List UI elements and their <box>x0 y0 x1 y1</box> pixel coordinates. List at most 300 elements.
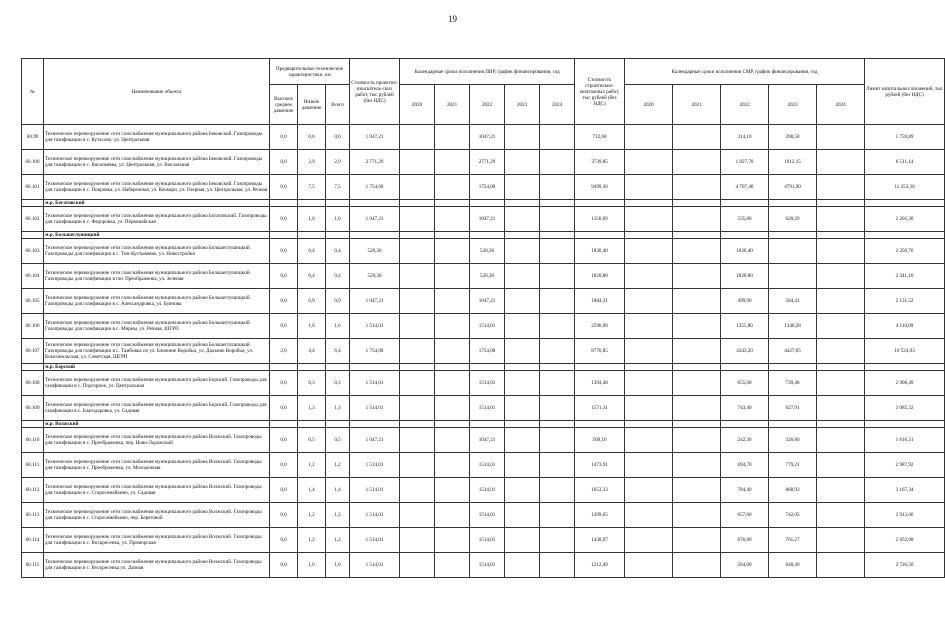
empty-cell <box>575 364 625 371</box>
smr-2021 <box>673 503 721 528</box>
row-number: 60.106 <box>22 314 44 339</box>
pir-2022: 1514,01 <box>470 314 505 339</box>
low-pressure-km: 0,6 <box>298 125 326 150</box>
empty-cell <box>400 232 435 239</box>
smr-2023: 584,41 <box>769 289 817 314</box>
low-pressure-km: 4,4 <box>298 339 326 364</box>
empty-cell <box>865 421 945 428</box>
smr-2020 <box>625 289 673 314</box>
high-pressure-km: 0,0 <box>270 207 298 232</box>
pir-cost: 1 514,01 <box>350 371 400 396</box>
pir-2020 <box>400 207 435 232</box>
capital-limit: 11 253,30 <box>865 175 945 200</box>
empty-cell <box>326 232 350 239</box>
pir-cost: 1 047,21 <box>350 289 400 314</box>
pir-2024 <box>540 371 575 396</box>
empty-cell <box>435 421 470 428</box>
pir-2021 <box>435 207 470 232</box>
smr-2020 <box>625 371 673 396</box>
pir-2024 <box>540 453 575 478</box>
pir-2023 <box>505 150 540 175</box>
pir-2021 <box>435 175 470 200</box>
object-name: Техническое перевооружение сети газоснабжения муниципального района Богатовский. Газопроводы для газификации в с. Федоровка, ул. Первомайская <box>44 207 270 232</box>
district-num-cell <box>22 421 44 428</box>
smr-2022: 1 827,70 <box>721 150 769 175</box>
pir-2024 <box>540 428 575 453</box>
smr-2021 <box>673 239 721 264</box>
pir-2022: 1047,21 <box>470 289 505 314</box>
empty-cell <box>769 364 817 371</box>
pir-2024 <box>540 503 575 528</box>
smr-2020 <box>625 239 673 264</box>
pir-2021 <box>435 371 470 396</box>
pir-cost: 1 754,00 <box>350 175 400 200</box>
empty-cell <box>470 232 505 239</box>
low-pressure-km: 1,2 <box>298 503 326 528</box>
pir-2022: 1514,01 <box>470 553 505 578</box>
smr-2022: 743,40 <box>721 396 769 421</box>
pir-cost: 2 771,29 <box>350 150 400 175</box>
row-number: 60.112 <box>22 478 44 503</box>
smr-2023: 868,93 <box>769 478 817 503</box>
header-tech: Предварительные технические характеристики, км <box>270 59 350 85</box>
pir-2021 <box>435 150 470 175</box>
smr-2022: 1255,80 <box>721 314 769 339</box>
row-number: 60.105 <box>22 289 44 314</box>
pir-2020 <box>400 125 435 150</box>
table-row <box>22 371 945 396</box>
header-smr-schedule: Календарные сроки исполнения СМР, график финансирования, год <box>625 59 865 85</box>
pir-2022: 2771,29 <box>470 150 505 175</box>
low-pressure-km: 1,2 <box>298 453 326 478</box>
empty-cell <box>673 200 721 207</box>
pir-2023 <box>505 503 540 528</box>
pir-2020 <box>400 264 435 289</box>
empty-cell <box>721 421 769 428</box>
empty-cell <box>435 232 470 239</box>
smr-2023: 1912,15 <box>769 150 817 175</box>
empty-cell <box>270 200 298 207</box>
object-name: Техническое перевооружение сети газоснабжения муниципального района Волжский. Газопроводы для газификации в с. Воскресенка ул. Дачная <box>44 553 270 578</box>
smr-2024 <box>817 314 865 339</box>
capital-limit: 2 908,49 <box>865 371 945 396</box>
low-pressure-km: 1,4 <box>298 478 326 503</box>
header-smr-year: 2021 <box>673 85 721 125</box>
smr-2023: 1340,28 <box>769 314 817 339</box>
smr-2024 <box>817 453 865 478</box>
pir-2020 <box>400 553 435 578</box>
pir-2021 <box>435 428 470 453</box>
smr-2023: 742,05 <box>769 503 817 528</box>
low-pressure-km: 1,2 <box>298 528 326 553</box>
empty-cell <box>350 200 400 207</box>
high-pressure-km: 0,0 <box>270 503 298 528</box>
smr-2022: 1820,80 <box>721 264 769 289</box>
pir-2022: 1754,08 <box>470 339 505 364</box>
smr-2023: 648,49 <box>769 553 817 578</box>
object-name: Техническое перевооружение сети газоснабжения муниципального района Волжский. Газопроводы для газификации в с. Старосемейкино, пер. Береговой <box>44 503 270 528</box>
smr-2023: 326,80 <box>769 428 817 453</box>
header-pir-year: 2021 <box>435 85 470 125</box>
object-name: Техническое перевооружение сети газоснабжения муниципального района Волжский. Газопроводы для газификации в с. Воскресенка, ул. Приморская <box>44 528 270 553</box>
smr-cost: 569,10 <box>575 428 625 453</box>
high-pressure-km: 0,0 <box>270 289 298 314</box>
smr-2020 <box>625 428 673 453</box>
smr-2022: 535,80 <box>721 207 769 232</box>
table-body <box>22 125 945 578</box>
smr-2022: 242,30 <box>721 428 769 453</box>
table-row <box>22 289 945 314</box>
header-pir-year: 2022 <box>470 85 505 125</box>
smr-2023 <box>769 264 817 289</box>
smr-2020 <box>625 264 673 289</box>
pir-cost: 1 047,21 <box>350 125 400 150</box>
header-smr-cost: Стоимость строительно-монтажных работ, тыс рублей (без НДС) <box>575 59 625 125</box>
header-tech-high: Высокое среднее давление <box>270 85 298 125</box>
smr-2024 <box>817 428 865 453</box>
empty-cell <box>817 364 865 371</box>
capital-limit: 2 726,50 <box>865 553 945 578</box>
pir-2024 <box>540 264 575 289</box>
pir-2022: 1514,01 <box>470 478 505 503</box>
table-row <box>22 453 945 478</box>
high-pressure-km: 0,0 <box>270 553 298 578</box>
pir-2021 <box>435 478 470 503</box>
table-row <box>22 428 945 453</box>
capital-limit: 3 085,32 <box>865 396 945 421</box>
low-pressure-km: 2,9 <box>298 150 326 175</box>
empty-cell <box>673 232 721 239</box>
smr-2024 <box>817 264 865 289</box>
smr-2021 <box>673 207 721 232</box>
smr-cost: 1084,31 <box>575 289 625 314</box>
pir-2020 <box>400 428 435 453</box>
district-row <box>22 421 945 428</box>
empty-cell <box>470 200 505 207</box>
investment-table <box>21 58 945 578</box>
pir-2021 <box>435 339 470 364</box>
smr-2020 <box>625 175 673 200</box>
smr-2024 <box>817 175 865 200</box>
smr-cost: 1399,65 <box>575 503 625 528</box>
smr-cost: 3739,85 <box>575 150 625 175</box>
pir-2020 <box>400 175 435 200</box>
smr-2020 <box>625 207 673 232</box>
header-pir-year: 2024 <box>540 85 575 125</box>
empty-cell <box>350 232 400 239</box>
empty-cell <box>769 421 817 428</box>
empty-cell <box>298 200 326 207</box>
smr-2023: 398,58 <box>769 125 817 150</box>
pir-2021 <box>435 396 470 421</box>
pir-2020 <box>400 314 435 339</box>
capital-limit: 2 952,08 <box>865 528 945 553</box>
pir-2024 <box>540 396 575 421</box>
table-row <box>22 175 945 200</box>
smr-cost: 712,68 <box>575 125 625 150</box>
total-km: 1,0 <box>326 207 350 232</box>
pir-2022: 1514,01 <box>470 503 505 528</box>
smr-2020 <box>625 125 673 150</box>
smr-2022: 1830,40 <box>721 239 769 264</box>
smr-2023: 620,29 <box>769 207 817 232</box>
low-pressure-km: 1,0 <box>298 553 326 578</box>
empty-cell <box>540 232 575 239</box>
header-tech-low: Низкое давление <box>298 85 326 125</box>
empty-cell <box>298 232 326 239</box>
low-pressure-km: 0,4 <box>298 239 326 264</box>
smr-2024 <box>817 239 865 264</box>
district-row <box>22 200 945 207</box>
capital-limit: 2 131,52 <box>865 289 945 314</box>
pir-2024 <box>540 125 575 150</box>
empty-cell <box>575 421 625 428</box>
pir-cost: 1 514,01 <box>350 453 400 478</box>
row-number: 60.111 <box>22 453 44 478</box>
district-name: м.р. Богатовский <box>44 200 270 207</box>
pir-2020 <box>400 150 435 175</box>
total-km: 1,2 <box>326 453 350 478</box>
smr-2024 <box>817 396 865 421</box>
object-name: Техническое перевооружение сети газоснабжения муниципального района Борский. Газопроводы для газификации в с. Подгорное, ул. Центральная <box>44 371 270 396</box>
empty-cell <box>817 232 865 239</box>
district-row <box>22 364 945 371</box>
table-row <box>22 314 945 339</box>
empty-cell <box>470 364 505 371</box>
header-pir-cost: Стоимость проектно-изыскатель-ских работ, тыс рублей (без НДС) <box>350 59 400 125</box>
empty-cell <box>540 200 575 207</box>
pir-2023 <box>505 428 540 453</box>
capital-limit: 10 524,93 <box>865 339 945 364</box>
empty-cell <box>625 421 673 428</box>
empty-cell <box>575 232 625 239</box>
capital-limit: 1 616,31 <box>865 428 945 453</box>
header-pir-schedule: Календарные сроки исполнения ПИР, график финансирования, год <box>400 59 575 85</box>
low-pressure-km: 0,4 <box>298 264 326 289</box>
empty-cell <box>298 364 326 371</box>
pir-2023 <box>505 207 540 232</box>
smr-2020 <box>625 314 673 339</box>
table-row <box>22 239 945 264</box>
header-smr-year: 2024 <box>817 85 865 125</box>
smr-2020 <box>625 453 673 478</box>
smr-2022: 314,10 <box>721 125 769 150</box>
smr-2021 <box>673 478 721 503</box>
object-name: Техническое перевооружение сети газоснабжения муниципального района Большеглушицкий. Газопроводы для газификации в пос Преображенка, ул. Зеленая <box>44 264 270 289</box>
row-number: 60.104 <box>22 264 44 289</box>
smr-2020 <box>625 478 673 503</box>
empty-cell <box>865 364 945 371</box>
pir-2024 <box>540 478 575 503</box>
smr-2024 <box>817 339 865 364</box>
table-row <box>22 503 945 528</box>
smr-2021 <box>673 428 721 453</box>
pir-2023 <box>505 478 540 503</box>
smr-2021 <box>673 175 721 200</box>
pir-2022: 1514,01 <box>470 371 505 396</box>
smr-2022: 4 707,40 <box>721 175 769 200</box>
empty-cell <box>400 200 435 207</box>
pir-2020 <box>400 396 435 421</box>
table-row <box>22 339 945 364</box>
high-pressure-km: 0,0 <box>270 371 298 396</box>
pir-2020 <box>400 503 435 528</box>
pir-2022: 520,36 <box>470 239 505 264</box>
low-pressure-km: 1,0 <box>298 207 326 232</box>
row-number: 60.102 <box>22 207 44 232</box>
pir-cost: 1 514,01 <box>350 396 400 421</box>
pir-2024 <box>540 528 575 553</box>
empty-cell <box>540 364 575 371</box>
capital-limit: 1 759,89 <box>865 125 945 150</box>
pir-2020 <box>400 239 435 264</box>
high-pressure-km: 0,0 <box>270 239 298 264</box>
total-km: 1,2 <box>326 528 350 553</box>
pir-2023 <box>505 396 540 421</box>
district-name: м.р. Волжский <box>44 421 270 428</box>
smr-2022: 4343,20 <box>721 339 769 364</box>
empty-cell <box>575 200 625 207</box>
capital-limit: 6 511,14 <box>865 150 945 175</box>
capital-limit: 3 167,34 <box>865 478 945 503</box>
smr-cost: 1394,48 <box>575 371 625 396</box>
smr-cost: 1820,80 <box>575 264 625 289</box>
smr-2020 <box>625 503 673 528</box>
row-number: 60.110 <box>22 428 44 453</box>
pir-2024 <box>540 339 575 364</box>
capital-limit: 2 987,92 <box>865 453 945 478</box>
table-row <box>22 396 945 421</box>
object-name: Техническое перевооружение сети газоснабжения муниципального района Волжский. Газопроводы для газификации в с. Преображенка, ул. Молодежная <box>44 453 270 478</box>
smr-2023: 761,27 <box>769 528 817 553</box>
smr-2022: 564,00 <box>721 553 769 578</box>
empty-cell <box>270 364 298 371</box>
header-tech-total: Всего <box>326 85 350 125</box>
table-row <box>22 478 945 503</box>
table-row <box>22 528 945 553</box>
pir-cost: 1 514,01 <box>350 503 400 528</box>
low-pressure-km: 1,0 <box>298 314 326 339</box>
empty-cell <box>865 200 945 207</box>
smr-cost: 1212,49 <box>575 553 625 578</box>
high-pressure-km: 0,0 <box>270 264 298 289</box>
pir-2023 <box>505 125 540 150</box>
pir-2024 <box>540 239 575 264</box>
total-km: 0,4 <box>326 264 350 289</box>
pir-2022: 1514,01 <box>470 528 505 553</box>
pir-2023 <box>505 314 540 339</box>
smr-cost: 1438,07 <box>575 528 625 553</box>
empty-cell <box>350 421 400 428</box>
pir-2021 <box>435 239 470 264</box>
object-name: Техническое перевооружение сети газоснабжения муниципального района Большеглушицкий. Газопроводы для газификации в с. Мирны, ул. Речная, ШГРП <box>44 314 270 339</box>
smr-2021 <box>673 553 721 578</box>
row-number: 60.113 <box>22 503 44 528</box>
table-row <box>22 150 945 175</box>
smr-2024 <box>817 125 865 150</box>
total-km: 2,9 <box>326 150 350 175</box>
empty-cell <box>435 200 470 207</box>
empty-cell <box>817 200 865 207</box>
smr-cost: 1473,91 <box>575 453 625 478</box>
page-number: 19 <box>448 14 457 24</box>
empty-cell <box>721 364 769 371</box>
pir-2023 <box>505 453 540 478</box>
high-pressure-km: 0,0 <box>270 150 298 175</box>
object-name: Техническое перевооружение сети газоснабжения муниципального района Большеглушицкий. Газопроводы для газификации в с. Тамбовка по ул. Ближние Воробьи, ул. Дальние Воробьи, ул. Комсомольская, ул. Советская, ШГРП <box>44 339 270 364</box>
object-name: Техническое перевооружение сети газоснабжения муниципального района Большеглушицкий. Газопроводы для газификации в с. Александровка, ул. Буянова <box>44 289 270 314</box>
header-smr-year: 2023 <box>769 85 817 125</box>
total-km: 0,3 <box>326 371 350 396</box>
pir-2020 <box>400 371 435 396</box>
pir-cost: 1 754,08 <box>350 339 400 364</box>
smr-2020 <box>625 339 673 364</box>
object-name: Техническое перевооружение сети газоснабжения муниципального района Бековский. Газопроводы для газификации в с. Кутасово, ул. Центральная <box>44 125 270 150</box>
smr-2023: 739,48 <box>769 371 817 396</box>
pir-cost: 1 047,21 <box>350 207 400 232</box>
object-name: Техническое перевооружение сети газоснабжения муниципального района Бековский. Газопроводы для газификации в с. Покровка, ул. Набережная, ул. Кочкари, ул. Озерная, ул. Центральная, ул. Речная <box>44 175 270 200</box>
pir-cost: 520,36 <box>350 239 400 264</box>
empty-cell <box>326 200 350 207</box>
pir-2020 <box>400 478 435 503</box>
pir-cost: 520,36 <box>350 264 400 289</box>
pir-2023 <box>505 239 540 264</box>
capital-limit: 2 341,16 <box>865 264 945 289</box>
empty-cell <box>270 232 298 239</box>
smr-2022: 657,60 <box>721 503 769 528</box>
pir-2022: 520,36 <box>470 264 505 289</box>
pir-2020 <box>400 453 435 478</box>
row-number: 60.107 <box>22 339 44 364</box>
pir-2024 <box>540 150 575 175</box>
high-pressure-km: 0,0 <box>270 528 298 553</box>
district-num-cell <box>22 232 44 239</box>
high-pressure-km: 0,0 <box>270 175 298 200</box>
smr-2024 <box>817 528 865 553</box>
pir-2024 <box>540 175 575 200</box>
smr-cost: 2596,08 <box>575 314 625 339</box>
total-km: 0,6 <box>326 125 350 150</box>
smr-2021 <box>673 396 721 421</box>
empty-cell <box>673 421 721 428</box>
pir-2023 <box>505 553 540 578</box>
smr-cost: 1830,40 <box>575 239 625 264</box>
total-km: 7,5 <box>326 175 350 200</box>
empty-cell <box>298 421 326 428</box>
total-km: 1,2 <box>326 503 350 528</box>
district-num-cell <box>22 200 44 207</box>
district-name: м.р. Борский <box>44 364 270 371</box>
pir-2022: 1514,01 <box>470 453 505 478</box>
pir-2023 <box>505 339 540 364</box>
pir-cost: 1 047,21 <box>350 428 400 453</box>
empty-cell <box>270 421 298 428</box>
row-number: 60.100 <box>22 150 44 175</box>
empty-cell <box>817 421 865 428</box>
pir-2022: 1047,21 <box>470 428 505 453</box>
empty-cell <box>540 421 575 428</box>
header-pir-year: 2023 <box>505 85 540 125</box>
empty-cell <box>505 421 540 428</box>
smr-2022: 694,70 <box>721 453 769 478</box>
header-smr-year: 2022 <box>721 85 769 125</box>
table-row <box>22 125 945 150</box>
smr-2024 <box>817 207 865 232</box>
empty-cell <box>505 232 540 239</box>
pir-2024 <box>540 553 575 578</box>
total-km: 1,3 <box>326 396 350 421</box>
smr-2023 <box>769 239 817 264</box>
